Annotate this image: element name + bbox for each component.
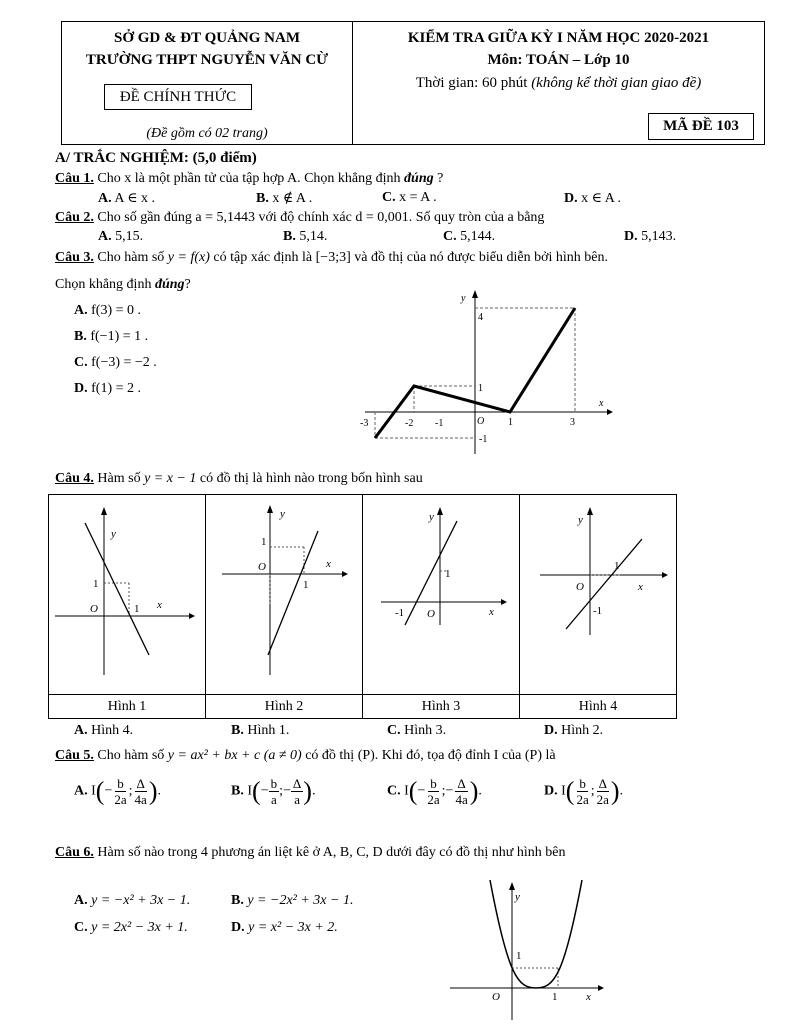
svg-text:y: y	[429, 511, 434, 523]
section-heading: A/ TRẮC NGHIỆM: (5,0 điểm)	[55, 150, 257, 166]
exam-header	[61, 21, 765, 145]
header-right	[353, 22, 764, 144]
subject: Môn: TOÁN – Lớp 10	[487, 52, 630, 68]
figure-4-graph	[520, 495, 676, 689]
q5-option-d[interactable]: D. I( $\frac{b}{2a}$ ; $\frac{\Delta}{2a}$ ).	[544, 776, 624, 807]
svg-text:x: x	[586, 991, 591, 1003]
x-tick-m1: -1	[435, 418, 444, 429]
question-5: Câu 5. Cho hàm số y = ax² + bx + c (a ≠ 0) có đồ thị (P). Khi đó, tọa độ đỉnh I của (P) là	[55, 748, 556, 763]
q6-option-b[interactable]: B. y = −2x² + 3x − 1.	[231, 893, 354, 908]
svg-text:1: 1	[261, 536, 267, 548]
figure-4-caption: Hình 4	[520, 695, 677, 719]
origin-label: O	[477, 416, 485, 427]
x-label: x	[599, 398, 604, 409]
figure-2-cell	[206, 495, 363, 695]
svg-text:O: O	[492, 991, 500, 1003]
question-3-line2: Chọn khẳng định đúng?	[55, 277, 191, 292]
q1-option-b[interactable]: B. x ∉ A .	[256, 191, 313, 206]
svg-text:x: x	[326, 558, 331, 570]
page-count: (Đề gồm có 02 trang)	[146, 126, 268, 141]
x-tick-3: 3	[570, 417, 575, 428]
q5-option-a[interactable]: A. I(− $\frac{b}{2a}$ ; $\frac{\Delta}{4a}$ ).	[74, 776, 161, 807]
q6-option-c[interactable]: C. y = 2x² − 3x + 1.	[74, 920, 188, 935]
q3-option-d[interactable]: D. f(1) = 2 .	[74, 381, 142, 396]
figure-3-caption: Hình 3	[363, 695, 520, 719]
time-limit: Thời gian: 60 phút (không kể thời gian giao đề)	[415, 75, 702, 91]
x-tick-1: 1	[508, 417, 513, 428]
figure-2-graph	[206, 495, 362, 689]
svg-text:1: 1	[552, 991, 558, 1003]
official-badge: ĐỀ CHÍNH THỨC	[104, 84, 252, 110]
question-6: Câu 6. Hàm số nào trong 4 phương án liệt kê ở A, B, C, D dưới đây có đồ thị như hình bên	[55, 845, 566, 860]
svg-text:1: 1	[614, 560, 620, 572]
figure-2-caption: Hình 2	[206, 695, 363, 719]
department-name: SỞ GD & ĐT QUẢNG NAM	[114, 30, 300, 46]
svg-text:O: O	[576, 581, 584, 593]
svg-text:O: O	[90, 603, 98, 615]
svg-text:O: O	[258, 561, 266, 573]
svg-text:1: 1	[516, 950, 522, 962]
svg-text:y: y	[578, 514, 583, 526]
svg-text:-1: -1	[395, 607, 405, 619]
q4-option-d[interactable]: D. Hình 2.	[544, 723, 604, 738]
y-axis-arrow	[472, 290, 478, 298]
q4-option-b[interactable]: B. Hình 1.	[231, 723, 290, 738]
q6-parabola-graph	[440, 876, 610, 1022]
figure-1-caption: Hình 1	[49, 695, 206, 719]
q2-option-c[interactable]: C. 5,144.	[443, 229, 496, 244]
svg-text:1: 1	[303, 579, 309, 591]
figure-3-graph	[363, 495, 519, 689]
svg-text:x: x	[489, 606, 494, 618]
x-axis-arrow	[607, 409, 613, 415]
svg-text:1: 1	[134, 603, 140, 615]
q2-option-a[interactable]: A. 5,15.	[98, 229, 144, 244]
x-tick-m3: -3	[360, 418, 369, 429]
svg-text:x: x	[157, 599, 162, 611]
svg-text:1: 1	[445, 568, 451, 580]
q3-option-c[interactable]: C. f(−3) = −2 .	[74, 355, 157, 370]
y-tick-1: 1	[478, 383, 483, 394]
q4-option-a[interactable]: A. Hình 4.	[74, 723, 134, 738]
figure-2-line	[268, 531, 318, 655]
svg-text:O: O	[427, 608, 435, 620]
q1-option-c[interactable]: C. x = A .	[382, 190, 437, 205]
q3-option-b[interactable]: B. f(−1) = 1 .	[74, 329, 149, 344]
q4-figure-table	[48, 494, 677, 719]
exam-code: MÃ ĐỀ 103	[648, 113, 754, 140]
figure-1-cell	[49, 495, 206, 695]
school-name: TRƯỜNG THPT NGUYỄN VĂN CỪ	[85, 52, 329, 68]
q2-option-b[interactable]: B. 5,14.	[283, 229, 328, 244]
question-3: Câu 3. Cho hàm số y = f(x) có tập xác định là [−3;3] và đồ thị của nó được biểu diễn bởi hình bên.	[55, 250, 608, 265]
y-tick-m1: -1	[479, 434, 488, 445]
y-tick-4: 4	[478, 312, 483, 323]
question-1: Câu 1. Cho x là một phần tử của tập hợp A. Chọn khẳng định đúng ?	[55, 171, 444, 186]
y-label: y	[461, 293, 466, 304]
q6-option-d[interactable]: D. y = x² − 3x + 2.	[231, 920, 338, 935]
figure-3-cell	[363, 495, 520, 695]
q3-option-a[interactable]: A. f(3) = 0 .	[74, 303, 142, 318]
figure-4-cell	[520, 495, 677, 695]
q5-option-b[interactable]: B. I(− $\frac{b}{a}$ ;− $\frac{\Delta}{a}$ ).	[231, 776, 316, 807]
parabola-curve	[490, 880, 582, 988]
q1-option-d[interactable]: D. x ∈ A .	[564, 191, 622, 206]
q6-option-a[interactable]: A. y = −x² + 3x − 1.	[74, 893, 191, 908]
question-4: Câu 4. Hàm số y = x − 1 có đồ thị là hình nào trong bốn hình sau	[55, 471, 423, 486]
question-2: Câu 2. Cho số gần đúng a = 5,1443 với độ chính xác d = 0,001. Số quy tròn của a bằng	[55, 210, 545, 225]
svg-text:y: y	[515, 891, 520, 903]
svg-text:y: y	[111, 528, 116, 540]
header-left	[62, 22, 352, 144]
figure-1-graph	[49, 495, 205, 689]
q5-option-c[interactable]: C. I(− $\frac{b}{2a}$ ;− $\frac{\Delta}{4a}$ ).	[387, 776, 482, 807]
x-tick-m2: -2	[405, 418, 414, 429]
q4-option-c[interactable]: C. Hình 3.	[387, 723, 447, 738]
exam-title: KIỂM TRA GIỮA KỲ I NĂM HỌC 2020-2021	[407, 30, 710, 46]
svg-text:x: x	[638, 581, 643, 593]
svg-text:y: y	[280, 508, 285, 520]
svg-text:1: 1	[93, 578, 99, 590]
q2-option-d[interactable]: D. 5,143.	[624, 229, 677, 244]
q1-option-a[interactable]: A. A ∈ x .	[98, 191, 156, 206]
q3-function-graph	[355, 288, 615, 458]
svg-text:-1: -1	[593, 605, 603, 617]
